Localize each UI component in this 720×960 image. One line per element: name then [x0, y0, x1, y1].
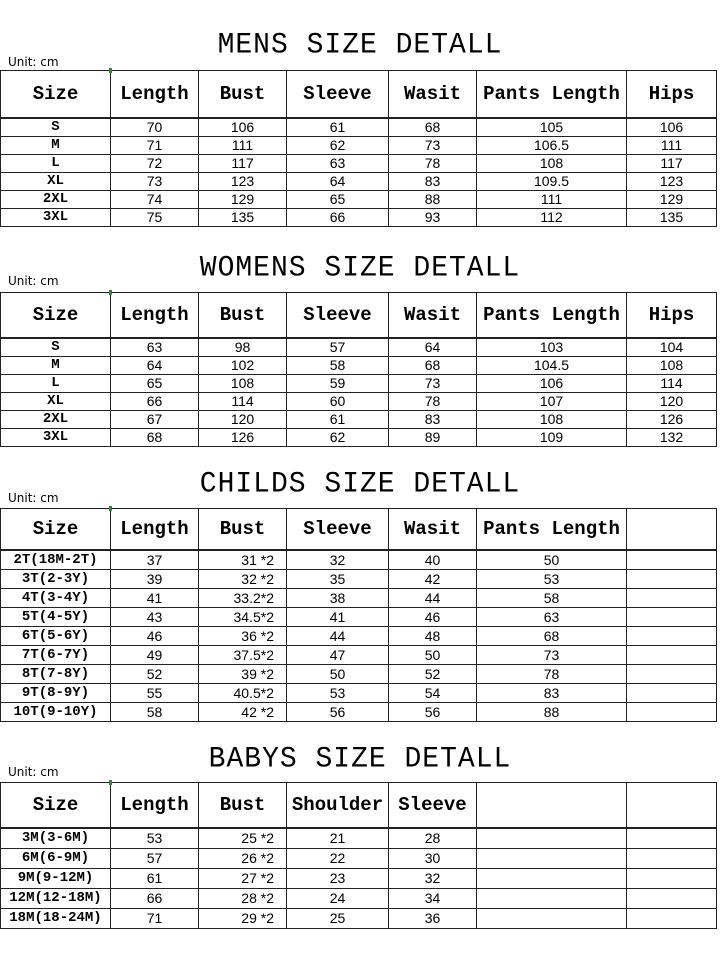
column-header: Wasit	[389, 509, 477, 551]
table-row	[1, 627, 717, 646]
value-cell	[627, 570, 717, 589]
value-cell: 29 *2	[199, 909, 287, 929]
value-cell: 60	[287, 393, 389, 411]
column-header: Pants Length	[477, 509, 627, 551]
value-cell: 126	[627, 411, 717, 429]
value-cell: 37	[111, 550, 199, 570]
table-row	[1, 703, 717, 722]
value-cell	[627, 849, 717, 869]
value-cell: 22	[287, 849, 389, 869]
womens-size-table	[0, 292, 717, 447]
value-cell: 50	[477, 550, 627, 570]
value-cell: 50	[389, 646, 477, 665]
value-cell: 40	[389, 550, 477, 570]
value-cell: 106	[199, 118, 287, 137]
value-cell: 78	[389, 393, 477, 411]
column-header: Sleeve	[287, 71, 389, 119]
size-cell: 5T(4-5Y)	[1, 608, 111, 627]
value-cell: 70	[111, 118, 199, 137]
column-header	[627, 783, 717, 829]
table-row	[1, 411, 717, 429]
column-header	[627, 509, 717, 551]
value-cell: 38	[287, 589, 389, 608]
value-cell: 106	[477, 375, 627, 393]
value-cell: 103	[477, 338, 627, 357]
corner-mark	[109, 780, 112, 785]
value-cell: 54	[389, 684, 477, 703]
value-cell: 106	[627, 118, 717, 137]
value-cell: 63	[287, 155, 389, 173]
table-row	[1, 155, 717, 173]
table-row	[1, 608, 717, 627]
childs-size-table	[0, 508, 717, 722]
value-cell: 64	[389, 338, 477, 357]
value-cell: 73	[477, 646, 627, 665]
value-cell: 66	[111, 393, 199, 411]
column-header: Wasit	[389, 71, 477, 119]
table-row	[1, 570, 717, 589]
value-cell: 108	[477, 155, 627, 173]
value-cell	[477, 828, 627, 849]
value-cell: 58	[287, 357, 389, 375]
value-cell: 58	[111, 703, 199, 722]
value-cell: 98	[199, 338, 287, 357]
value-cell: 25 *2	[199, 828, 287, 849]
value-cell: 93	[389, 209, 477, 227]
table-row	[1, 684, 717, 703]
value-cell: 64	[287, 173, 389, 191]
value-cell: 32 *2	[199, 570, 287, 589]
value-cell: 50	[287, 665, 389, 684]
mens-title: MENS SIZE DETALL	[217, 29, 503, 62]
value-cell: 35	[287, 570, 389, 589]
value-cell: 49	[111, 646, 199, 665]
corner-mark	[109, 506, 112, 511]
value-cell: 65	[287, 191, 389, 209]
value-cell: 111	[627, 137, 717, 155]
table-row	[1, 849, 717, 869]
babys-size-table	[0, 782, 717, 929]
value-cell: 117	[199, 155, 287, 173]
value-cell: 129	[199, 191, 287, 209]
column-header: Pants Length	[477, 293, 627, 339]
column-header: Bust	[199, 71, 287, 119]
value-cell: 66	[111, 889, 199, 909]
header-row	[1, 71, 717, 119]
column-header: Bust	[199, 783, 287, 829]
value-cell: 66	[287, 209, 389, 227]
value-cell: 120	[627, 393, 717, 411]
table-row	[1, 828, 717, 849]
size-cell: L	[1, 155, 111, 173]
value-cell: 123	[199, 173, 287, 191]
value-cell: 36	[389, 909, 477, 929]
value-cell: 26 *2	[199, 849, 287, 869]
value-cell: 32	[389, 869, 477, 889]
value-cell: 71	[111, 137, 199, 155]
value-cell: 104	[627, 338, 717, 357]
value-cell: 71	[111, 909, 199, 929]
size-cell: 10T(9-10Y)	[1, 703, 111, 722]
value-cell: 108	[199, 375, 287, 393]
value-cell	[627, 889, 717, 909]
table-row	[1, 137, 717, 155]
value-cell: 27 *2	[199, 869, 287, 889]
value-cell: 57	[287, 338, 389, 357]
value-cell: 83	[477, 684, 627, 703]
size-cell: 3M(3-6M)	[1, 828, 111, 849]
value-cell: 53	[477, 570, 627, 589]
column-header: Hips	[627, 71, 717, 119]
column-header: Pants Length	[477, 71, 627, 119]
value-cell: 67	[111, 411, 199, 429]
column-header: Size	[1, 71, 111, 119]
value-cell: 73	[111, 173, 199, 191]
value-cell: 32	[287, 550, 389, 570]
babys-title: BABYS SIZE DETALL	[208, 743, 512, 776]
corner-mark	[109, 290, 112, 295]
table-row	[1, 191, 717, 209]
value-cell: 73	[389, 137, 477, 155]
value-cell: 42 *2	[199, 703, 287, 722]
value-cell: 109.5	[477, 173, 627, 191]
value-cell: 57	[111, 849, 199, 869]
table-row	[1, 589, 717, 608]
size-cell: 3XL	[1, 429, 111, 447]
size-cell: 2XL	[1, 191, 111, 209]
column-header: Length	[111, 71, 199, 119]
value-cell: 111	[477, 191, 627, 209]
mens-unit-label: Unit: cm	[8, 55, 59, 69]
value-cell: 28	[389, 828, 477, 849]
table-row	[1, 909, 717, 929]
header-row	[1, 509, 717, 551]
value-cell	[477, 869, 627, 889]
size-cell: 3XL	[1, 209, 111, 227]
header-row	[1, 783, 717, 829]
size-cell: 18M(18-24M)	[1, 909, 111, 929]
column-header	[477, 783, 627, 829]
value-cell: 108	[627, 357, 717, 375]
value-cell: 112	[477, 209, 627, 227]
value-cell: 106.5	[477, 137, 627, 155]
value-cell: 107	[477, 393, 627, 411]
value-cell: 43	[111, 608, 199, 627]
value-cell	[477, 889, 627, 909]
value-cell: 47	[287, 646, 389, 665]
babys-unit-label: Unit: cm	[8, 765, 59, 779]
table-row	[1, 429, 717, 447]
value-cell: 68	[389, 118, 477, 137]
value-cell: 64	[111, 357, 199, 375]
size-cell: 9M(9-12M)	[1, 869, 111, 889]
column-header: Size	[1, 509, 111, 551]
value-cell	[627, 550, 717, 570]
value-cell: 62	[287, 137, 389, 155]
value-cell: 40.5*2	[199, 684, 287, 703]
value-cell	[627, 684, 717, 703]
header-row	[1, 293, 717, 339]
value-cell: 78	[389, 155, 477, 173]
table-row	[1, 665, 717, 684]
value-cell: 73	[389, 375, 477, 393]
size-cell: XL	[1, 393, 111, 411]
value-cell	[477, 849, 627, 869]
value-cell: 102	[199, 357, 287, 375]
value-cell: 41	[111, 589, 199, 608]
mens-size-table	[0, 70, 717, 227]
value-cell: 61	[287, 411, 389, 429]
value-cell: 63	[111, 338, 199, 357]
value-cell: 59	[287, 375, 389, 393]
value-cell: 39 *2	[199, 665, 287, 684]
value-cell: 105	[477, 118, 627, 137]
table-row	[1, 375, 717, 393]
column-header: Wasit	[389, 293, 477, 339]
corner-mark	[109, 68, 112, 73]
table-row	[1, 338, 717, 357]
table-row	[1, 550, 717, 570]
value-cell: 42	[389, 570, 477, 589]
size-cell: S	[1, 118, 111, 137]
value-cell	[627, 589, 717, 608]
value-cell: 55	[111, 684, 199, 703]
size-cell: M	[1, 137, 111, 155]
size-cell: 12M(12-18M)	[1, 889, 111, 909]
value-cell: 108	[477, 411, 627, 429]
value-cell: 52	[111, 665, 199, 684]
value-cell: 56	[287, 703, 389, 722]
value-cell: 63	[477, 608, 627, 627]
value-cell: 33.2*2	[199, 589, 287, 608]
value-cell: 72	[111, 155, 199, 173]
column-header: Shoulder	[287, 783, 389, 829]
value-cell: 83	[389, 173, 477, 191]
size-cell: 6M(6-9M)	[1, 849, 111, 869]
value-cell: 58	[477, 589, 627, 608]
value-cell: 104.5	[477, 357, 627, 375]
size-cell: 2T(18M-2T)	[1, 550, 111, 570]
value-cell: 52	[389, 665, 477, 684]
value-cell	[627, 646, 717, 665]
value-cell: 44	[389, 589, 477, 608]
column-header: Length	[111, 293, 199, 339]
value-cell: 117	[627, 155, 717, 173]
size-cell: 9T(8-9Y)	[1, 684, 111, 703]
column-header: Sleeve	[287, 509, 389, 551]
value-cell: 28 *2	[199, 889, 287, 909]
value-cell: 83	[389, 411, 477, 429]
womens-unit-label: Unit: cm	[8, 274, 59, 288]
size-cell: 4T(3-4Y)	[1, 589, 111, 608]
value-cell: 109	[477, 429, 627, 447]
value-cell	[627, 665, 717, 684]
column-header: Bust	[199, 293, 287, 339]
value-cell: 36 *2	[199, 627, 287, 646]
value-cell: 25	[287, 909, 389, 929]
value-cell: 74	[111, 191, 199, 209]
value-cell: 34.5*2	[199, 608, 287, 627]
table-row	[1, 889, 717, 909]
value-cell: 23	[287, 869, 389, 889]
table-row	[1, 118, 717, 137]
value-cell: 135	[199, 209, 287, 227]
value-cell	[627, 909, 717, 929]
value-cell: 88	[389, 191, 477, 209]
column-header: Length	[111, 783, 199, 829]
value-cell	[477, 909, 627, 929]
value-cell: 123	[627, 173, 717, 191]
value-cell: 46	[389, 608, 477, 627]
value-cell: 68	[477, 627, 627, 646]
value-cell: 68	[111, 429, 199, 447]
value-cell: 120	[199, 411, 287, 429]
value-cell: 62	[287, 429, 389, 447]
size-cell: 7T(6-7Y)	[1, 646, 111, 665]
value-cell: 21	[287, 828, 389, 849]
value-cell	[627, 703, 717, 722]
value-cell	[627, 608, 717, 627]
value-cell: 46	[111, 627, 199, 646]
size-cell: 6T(5-6Y)	[1, 627, 111, 646]
value-cell: 41	[287, 608, 389, 627]
value-cell: 78	[477, 665, 627, 684]
childs-unit-label: Unit: cm	[8, 491, 59, 505]
value-cell	[627, 828, 717, 849]
value-cell: 132	[627, 429, 717, 447]
table-row	[1, 357, 717, 375]
value-cell: 61	[287, 118, 389, 137]
value-cell: 24	[287, 889, 389, 909]
value-cell: 53	[287, 684, 389, 703]
table-row	[1, 393, 717, 411]
value-cell: 34	[389, 889, 477, 909]
value-cell: 75	[111, 209, 199, 227]
value-cell	[627, 869, 717, 889]
value-cell: 126	[199, 429, 287, 447]
value-cell: 129	[627, 191, 717, 209]
value-cell: 111	[199, 137, 287, 155]
column-header: Bust	[199, 509, 287, 551]
size-cell: XL	[1, 173, 111, 191]
column-header: Size	[1, 783, 111, 829]
value-cell: 89	[389, 429, 477, 447]
womens-title: WOMENS SIZE DETALL	[199, 252, 521, 285]
value-cell: 88	[477, 703, 627, 722]
table-row	[1, 173, 717, 191]
column-header: Sleeve	[287, 293, 389, 339]
size-cell: S	[1, 338, 111, 357]
value-cell: 56	[389, 703, 477, 722]
value-cell: 135	[627, 209, 717, 227]
value-cell: 114	[627, 375, 717, 393]
table-row	[1, 209, 717, 227]
value-cell: 114	[199, 393, 287, 411]
value-cell: 37.5*2	[199, 646, 287, 665]
value-cell: 65	[111, 375, 199, 393]
size-cell: 8T(7-8Y)	[1, 665, 111, 684]
value-cell: 44	[287, 627, 389, 646]
size-cell: 3T(2-3Y)	[1, 570, 111, 589]
size-cell: 2XL	[1, 411, 111, 429]
column-header: Length	[111, 509, 199, 551]
size-cell: L	[1, 375, 111, 393]
value-cell: 48	[389, 627, 477, 646]
childs-title: CHILDS SIZE DETALL	[199, 468, 521, 501]
value-cell: 30	[389, 849, 477, 869]
value-cell: 53	[111, 828, 199, 849]
value-cell	[627, 627, 717, 646]
value-cell: 68	[389, 357, 477, 375]
value-cell: 39	[111, 570, 199, 589]
column-header: Size	[1, 293, 111, 339]
value-cell: 31 *2	[199, 550, 287, 570]
size-cell: M	[1, 357, 111, 375]
value-cell: 61	[111, 869, 199, 889]
table-row	[1, 646, 717, 665]
column-header: Hips	[627, 293, 717, 339]
column-header: Sleeve	[389, 783, 477, 829]
table-row	[1, 869, 717, 889]
